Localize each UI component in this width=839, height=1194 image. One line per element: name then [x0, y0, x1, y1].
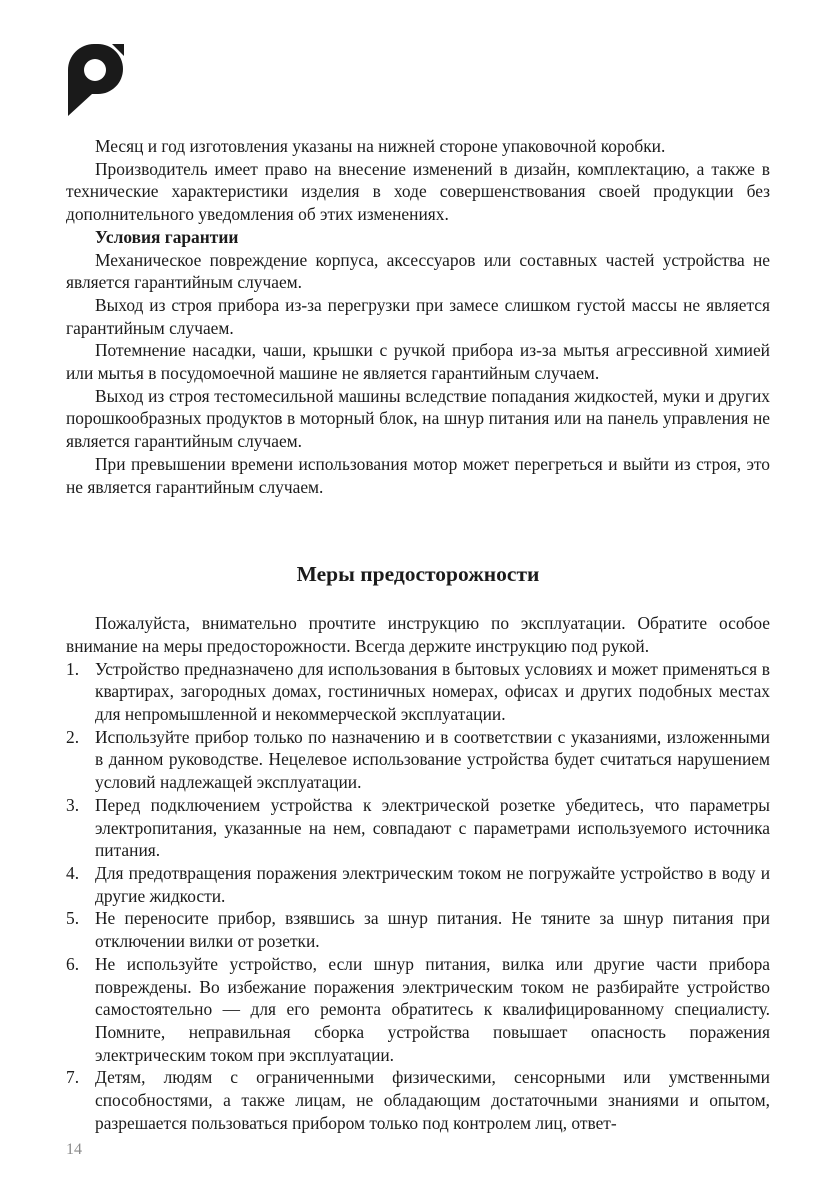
- intro-paragraph-2: Производитель имеет право на внесение изменений в дизайн, комплектацию, а также в технические характеристики изделия в ходе совершенствования своей продукции без дополнительного уведомления об этих изменениях.: [66, 158, 770, 225]
- list-item-text: Не переносите прибор, взявшись за шнур питания. Не тяните за шнур питания при отключении вилки от розетки.: [95, 908, 770, 952]
- warranty-paragraph-2: Выход из строя прибора из-за перегрузки при замесе слишком густой массы не является гарантийным случаем.: [66, 294, 770, 338]
- list-item-text: Устройство предназначено для использования в бытовых условиях и может применяться в квартирах, загородных домах, гостиничных номерах, офисах и других подобных местах для непромышленной и некоммерческой эксплуатации.: [95, 658, 770, 725]
- list-item-number: 7.: [66, 1067, 80, 1088]
- list-item-text: Для предотвращения поражения электрическим током не погружайте устройство в воду и другие жидкости.: [95, 862, 770, 906]
- page-number: 14: [66, 1141, 82, 1158]
- list-item-number: 5.: [66, 908, 80, 929]
- warranty-paragraph-3: Потемнение насадки, чаши, крышки с ручкой прибора из-за мытья агрессивной химией или мытья в посудомоечной машине не является гарантийным случаем.: [66, 340, 770, 384]
- intro-paragraph-1: Месяц и год изготовления указаны на нижней стороне упаковочной коробки.: [95, 136, 666, 156]
- list-item-number: 1.: [66, 658, 80, 679]
- list-item: [66, 862, 770, 907]
- warranty-paragraph-5: При превышении времени использования мотор может перегреться и выйти из строя, это не является гарантийным случаем.: [66, 453, 770, 497]
- list-item-number: 4.: [66, 862, 80, 883]
- warranty-paragraph-4: Выход из строя тестомесильной машины вследствие попадания жидкостей, муки и других порошкообразных продуктов в моторный блок, на шнур питания или на панель управления не является гарантийным случаем.: [66, 385, 770, 452]
- list-item: [66, 907, 770, 952]
- list-item-number: 2.: [66, 726, 80, 747]
- precautions-list: [66, 658, 770, 1135]
- list-item: [66, 1066, 770, 1134]
- list-item-text: Детям, людям с ограниченными физическими, сенсорными или умственными способностями, а также лицам, не обладающим достаточными знаниями и опытом, разрешается пользоваться прибором только под контролем лиц, ответ-: [95, 1067, 770, 1133]
- list-item: [66, 658, 770, 726]
- list-item-number: 6.: [66, 953, 80, 974]
- list-item: [66, 953, 770, 1067]
- list-item-number: 3.: [66, 794, 80, 815]
- list-item-text: Не используйте устройство, если шнур питания, вилка или другие части прибора повреждены. Во избежание поражения электрическим током не разбирайте устройство самостоятельно — для его ремонта обратитесь к квалифицированному специалисту. Помните, неправильная сборка устройства повышает опасность поражения электрическим током при эксплуатации.: [95, 953, 770, 1065]
- p-letter-logo-icon: [66, 40, 128, 116]
- list-item-text: Перед подключением устройства к электрической розетке убедитесь, что параметры электропитания, указанные на нем, совпадают с параметрами используемого источника питания.: [95, 794, 770, 861]
- list-item: [66, 726, 770, 794]
- precautions-intro: Пожалуйста, внимательно прочтите инструкцию по эксплуатации. Обратите особое внимание на меры предосторожности. Всегда держите инструкцию под рукой.: [66, 613, 770, 656]
- list-item-text: Используйте прибор только по назначению и в соответствии с указаниями, изложенными в данном руководстве. Нецелевое использование устройства будет считаться нарушением условий надлежащей эксплуатации.: [95, 726, 770, 793]
- precautions-title: Меры предосторожности: [296, 562, 540, 587]
- document-body: [66, 135, 770, 1134]
- warranty-heading: Условия гарантии: [95, 226, 239, 247]
- warranty-paragraph-1: Механическое повреждение корпуса, аксессуаров или составных частей устройства не является гарантийным случаем.: [66, 249, 770, 293]
- list-item: [66, 794, 770, 862]
